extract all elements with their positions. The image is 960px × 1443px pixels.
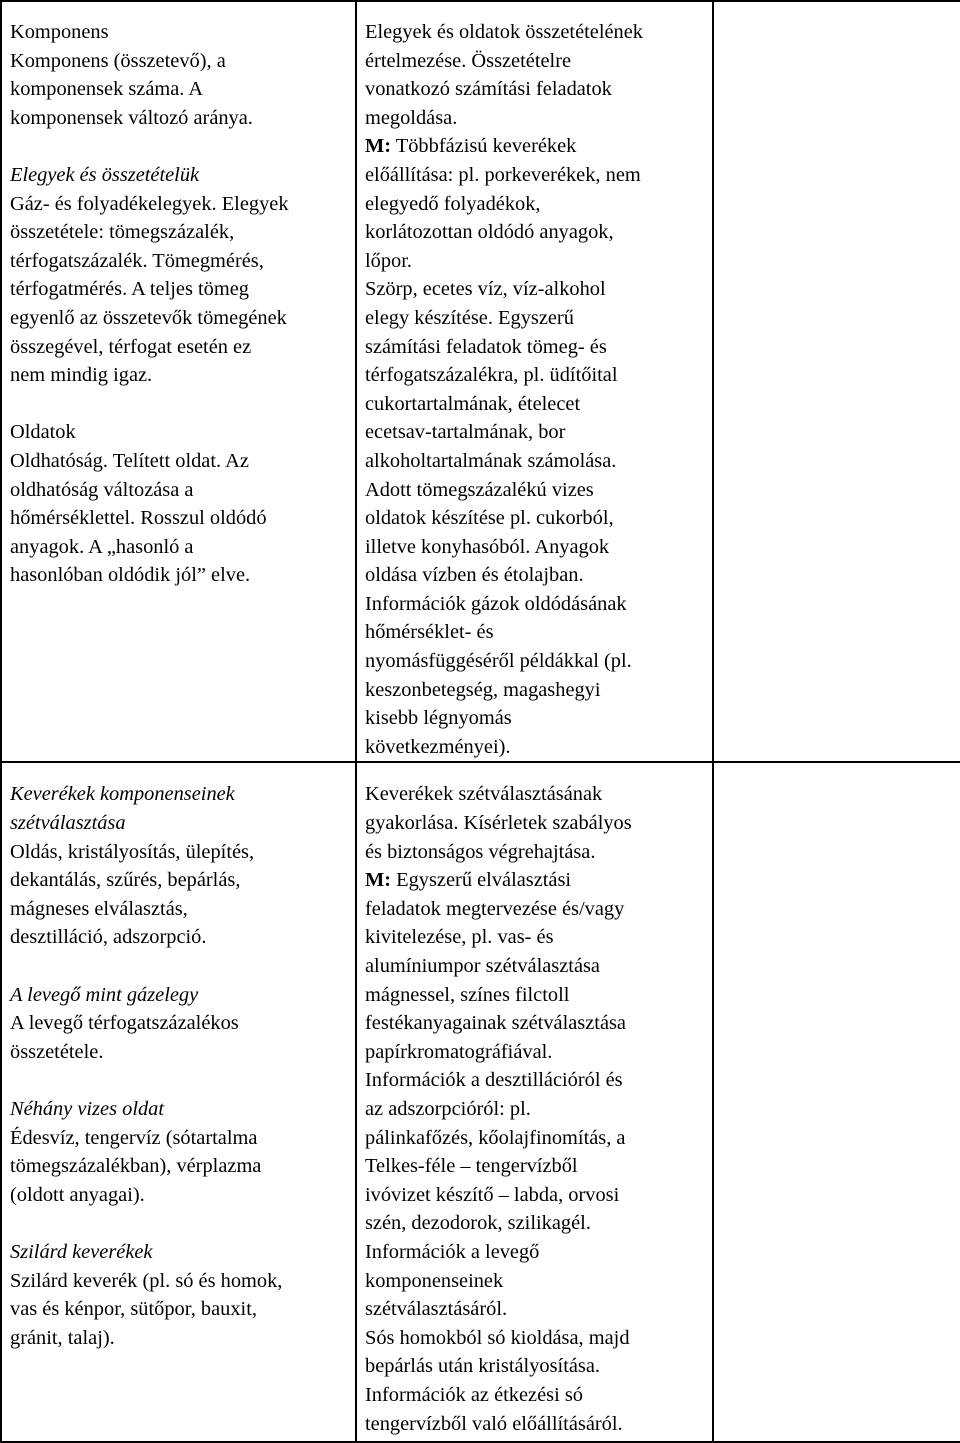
text-line: feladatok megtervezése és/vagy bbox=[365, 897, 625, 920]
spacer bbox=[10, 1209, 349, 1238]
text-line: hőmérséklet- és bbox=[365, 621, 494, 644]
text-line: komponenseinek bbox=[365, 1269, 504, 1292]
text-line: mágneses elválasztás, bbox=[10, 897, 188, 920]
text-line: Komponens (összetevő), a bbox=[10, 49, 226, 72]
section-heading: Komponens bbox=[10, 21, 109, 43]
text-line: nem mindig igaz. bbox=[10, 364, 153, 387]
text-line: bepárlás után kristályosítása. bbox=[365, 1355, 600, 1378]
text-line: elegyedő folyadékok, bbox=[365, 192, 541, 215]
table-row bbox=[1, 762, 960, 1442]
text-line: Gáz- és folyadékelegyek. Elegyek bbox=[10, 192, 289, 215]
text-line: (oldott anyagai). bbox=[10, 1183, 145, 1206]
text-line: értelmezése. Összetételre bbox=[365, 49, 572, 72]
text-line: Információk gázok oldódásának bbox=[365, 592, 627, 615]
text-line: pálinkafőzés, kőolajfinomítás, a bbox=[365, 1126, 626, 1149]
text-line: kisebb légnyomás bbox=[365, 707, 512, 730]
section-heading: Keverékek komponenseinek bbox=[10, 783, 235, 806]
text-line: kivitelezése, pl. vas- és bbox=[365, 926, 554, 949]
text-line: ecetsav-tartalmának, bor bbox=[365, 421, 566, 444]
text-line: alkoholtartalmának számolása. bbox=[365, 449, 617, 472]
m-label: M: bbox=[365, 869, 392, 892]
text-line: tömegszázalékban), vérplazma bbox=[10, 1155, 262, 1178]
text-line: oldatok készítése pl. cukorból, bbox=[365, 507, 614, 530]
text-line: A levegő térfogatszázalékos bbox=[10, 1012, 239, 1035]
section-heading: szétválasztása bbox=[10, 812, 126, 835]
table-row bbox=[1, 1, 960, 762]
text-line: hasonlóban oldódik jól” elve. bbox=[10, 564, 251, 587]
section-heading: Oldatok bbox=[10, 421, 76, 444]
activity-cell bbox=[356, 1, 713, 762]
section-heading: Elegyek és összetételük bbox=[10, 163, 200, 186]
text-line: ivóvizet készítő – labda, orvosi bbox=[365, 1183, 620, 1206]
text-line: Információk az étkezési só bbox=[365, 1383, 583, 1406]
text-line: Oldás, kristályosítás, ülepítés, bbox=[10, 840, 255, 863]
text-line: Szilárd keverék (pl. só és homok, bbox=[10, 1269, 283, 1292]
content-cell bbox=[1, 1, 356, 762]
text-line: korlátozottan oldódó anyagok, bbox=[365, 221, 614, 244]
text-line: oldása vízben és étolajban. bbox=[365, 564, 584, 587]
text-line: Telkes-féle – tengervízből bbox=[365, 1155, 578, 1178]
text-line: komponensek változó aránya. bbox=[10, 106, 253, 129]
section-heading: A levegő mint gázelegy bbox=[10, 983, 199, 1006]
text-line: tengervízből való előállításáról. bbox=[365, 1412, 623, 1435]
text-line: Adott tömegszázalékú vizes bbox=[365, 478, 594, 501]
text-line: anyagok. A „hasonló a bbox=[10, 535, 194, 558]
text-fragment: Többfázisú keverékek bbox=[391, 135, 577, 158]
text-line bbox=[365, 866, 706, 895]
section-heading: Szilárd keverékek bbox=[10, 1240, 153, 1263]
text-line: összetétele: tömegszázalék, bbox=[10, 221, 235, 244]
text-line: cukortartalmának, ételecet bbox=[365, 392, 581, 415]
text-line: vonatkozó számítási feladatok bbox=[365, 78, 612, 101]
section-heading: Néhány vizes oldat bbox=[10, 1097, 165, 1120]
text-line: térfogatszázalékra, pl. üdítőital bbox=[365, 364, 618, 387]
text-line: Elegyek és oldatok összetételének bbox=[365, 21, 644, 43]
text-line: oldhatóság változása a bbox=[10, 478, 194, 501]
text-line: elegy készítése. Egyszerű bbox=[365, 306, 574, 329]
empty-cell bbox=[713, 1, 960, 762]
text-line: megoldása. bbox=[365, 106, 458, 129]
text-line: mágnessel, színes filctoll bbox=[365, 983, 570, 1006]
spacer bbox=[10, 1066, 349, 1095]
text-line: alumíniumpor szétválasztása bbox=[365, 955, 600, 977]
text-line: szén, dezodorok, szilikagél. bbox=[365, 1212, 591, 1235]
text-line: Sós homokból só kioldása, majd bbox=[365, 1326, 630, 1349]
text-line: komponensek száma. A bbox=[10, 78, 204, 101]
text-line: Szörp, ecetes víz, víz-alkohol bbox=[365, 278, 606, 301]
text-line: összetétele. bbox=[10, 1040, 104, 1063]
text-line: Oldhatóság. Telített oldat. Az bbox=[10, 449, 249, 472]
text-line: desztilláció, adszorpció. bbox=[10, 926, 207, 949]
activity-cell bbox=[356, 762, 713, 1442]
text-line: az adszorpcióról: pl. bbox=[365, 1097, 531, 1120]
text-line: Információk a levegő bbox=[365, 1240, 540, 1263]
spacer bbox=[10, 390, 349, 419]
content-cell bbox=[1, 762, 356, 1442]
text-line: illetve konyhasóból. Anyagok bbox=[365, 535, 610, 558]
m-label: M: bbox=[365, 135, 392, 158]
text-line: nyomásfüggéséről példákkal (pl. bbox=[365, 650, 632, 673]
text-line bbox=[365, 132, 706, 161]
empty-cell bbox=[713, 762, 960, 1442]
text-line: térfogatszázalék. Tömegmérés, bbox=[10, 249, 264, 272]
spacer bbox=[10, 132, 349, 161]
text-line: Információk a desztillációról és bbox=[365, 1069, 623, 1092]
text-line: és biztonságos végrehajtása. bbox=[365, 840, 596, 863]
text-line: keszonbetegség, magashegyi bbox=[365, 678, 601, 701]
text-line: szétválasztásáról. bbox=[365, 1298, 508, 1321]
text-line: dekantálás, szűrés, bepárlás, bbox=[10, 869, 241, 892]
text-line: Keverékek szétválasztásának bbox=[365, 783, 603, 806]
text-line: gyakorlása. Kísérletek szabályos bbox=[365, 812, 632, 835]
text-line: következményei). bbox=[365, 735, 511, 758]
text-line: Édesvíz, tengervíz (sótartalma bbox=[10, 1126, 258, 1149]
spacer bbox=[10, 952, 349, 981]
text-line: lőpor. bbox=[365, 249, 413, 272]
text-line: egyenlő az összetevők tömegének bbox=[10, 306, 287, 329]
text-line: gránit, talaj). bbox=[10, 1326, 115, 1349]
text-line: számítási feladatok tömeg- és bbox=[365, 335, 607, 358]
text-line: vas és kénpor, sütőpor, bauxit, bbox=[10, 1298, 257, 1321]
text-line: papírkromatográfiával. bbox=[365, 1040, 553, 1063]
text-line: előállítása: pl. porkeverékek, nem bbox=[365, 163, 641, 186]
text-line: hőmérséklettel. Rosszul oldódó bbox=[10, 507, 267, 530]
text-fragment: Egyszerű elválasztási bbox=[391, 869, 572, 892]
text-line: összegével, térfogat esetén ez bbox=[10, 335, 252, 358]
text-line: térfogatmérés. A teljes tömeg bbox=[10, 278, 249, 301]
text-line: festékanyagainak szétválasztása bbox=[365, 1012, 626, 1035]
